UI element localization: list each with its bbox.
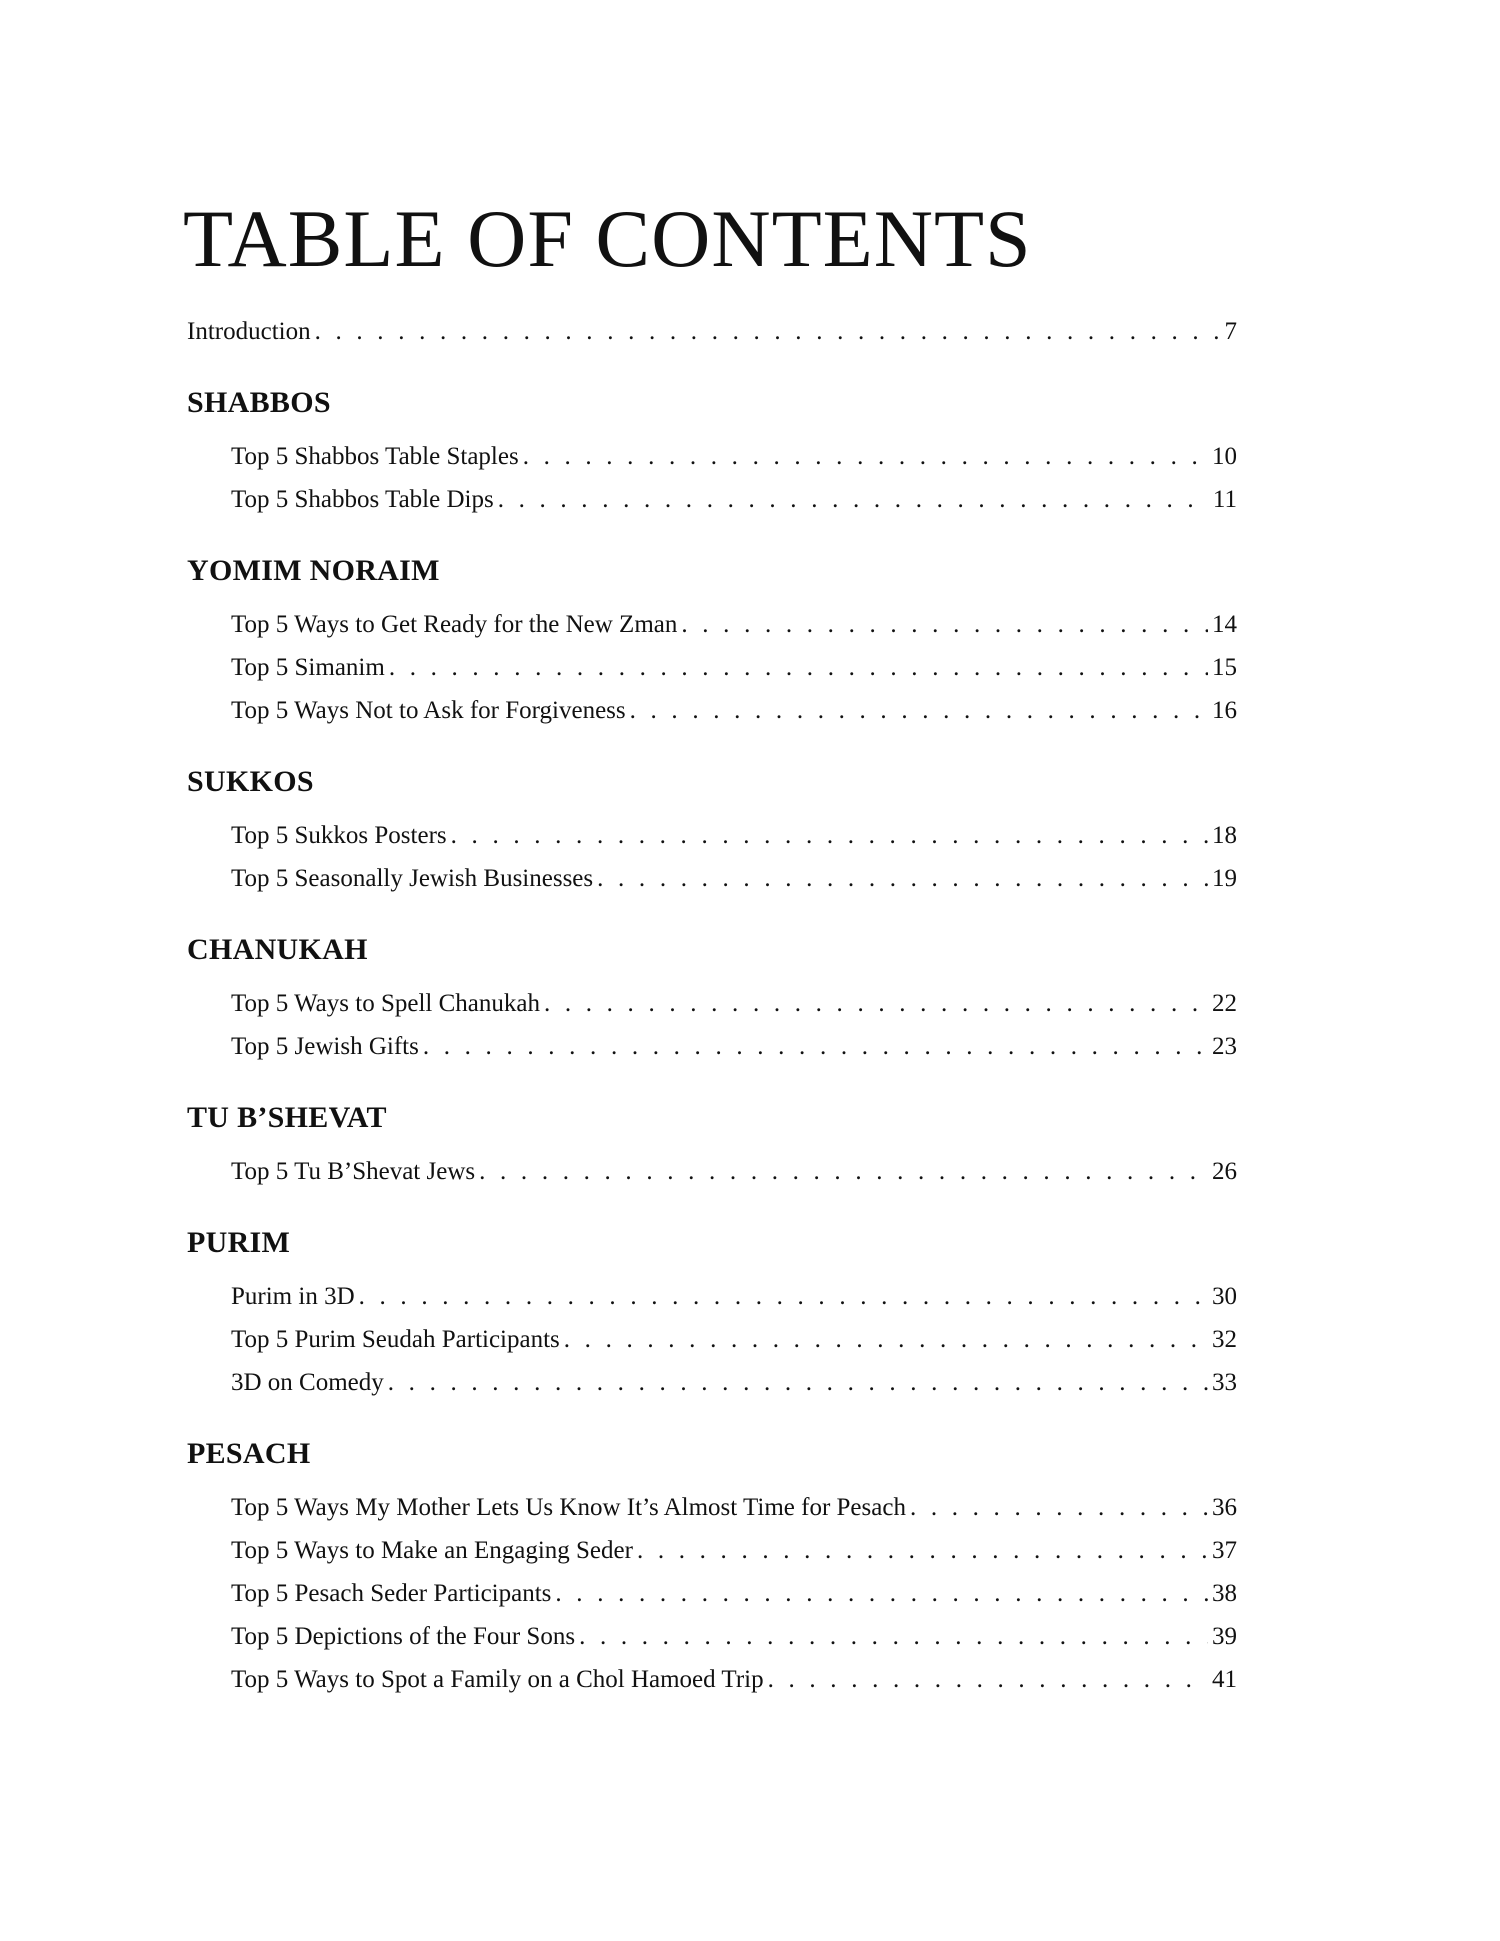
toc-entry[interactable]	[187, 1615, 1237, 1658]
toc-entry[interactable]	[187, 1572, 1237, 1615]
toc-entry-page-number: 7	[1224, 318, 1237, 345]
toc-section-shabbos	[187, 383, 1237, 521]
toc-entry-label: Introduction	[187, 318, 311, 345]
toc-entry-label: Top 5 Shabbos Table Dips	[231, 486, 494, 513]
toc-entry-page-number: 41	[1212, 1666, 1237, 1693]
dot-leader	[564, 1318, 1208, 1361]
toc-entry-label: Purim in 3D	[231, 1283, 355, 1310]
toc-entry-label: Top 5 Ways My Mother Lets Us Know It’s Almost Time for Pesach	[231, 1494, 906, 1521]
toc-entry-page-number: 23	[1212, 1033, 1237, 1060]
dot-leader	[555, 1572, 1208, 1615]
toc-section-chanukah	[187, 930, 1237, 1068]
toc-entry-page-number: 33	[1212, 1369, 1237, 1396]
dot-leader	[597, 857, 1208, 900]
toc-entry[interactable]	[187, 1529, 1237, 1572]
dot-leader	[544, 982, 1208, 1025]
dot-leader	[388, 1361, 1208, 1404]
toc-entry-page-number: 10	[1212, 443, 1237, 470]
dot-leader	[423, 1025, 1208, 1068]
toc-entry-page-number: 38	[1212, 1580, 1237, 1607]
toc-entry-label: 3D on Comedy	[231, 1369, 384, 1396]
table-of-contents	[187, 310, 1237, 1701]
dot-leader	[523, 435, 1208, 478]
page-title: TABLE OF CONTENTS	[183, 193, 1032, 284]
section-heading: PESACH	[187, 1437, 311, 1470]
toc-entry-page-number: 26	[1212, 1158, 1237, 1185]
toc-section-pesach	[187, 1434, 1237, 1701]
dot-leader	[579, 1615, 1208, 1658]
toc-section-yomim-noraim	[187, 551, 1237, 732]
toc-entry[interactable]	[187, 478, 1237, 521]
toc-entry-label: Top 5 Jewish Gifts	[231, 1033, 419, 1060]
toc-entry-label: Top 5 Ways Not to Ask for Forgiveness	[231, 697, 626, 724]
toc-entry-page-number: 15	[1212, 654, 1237, 681]
toc-entry[interactable]	[187, 982, 1237, 1025]
toc-entry-label: Top 5 Ways to Get Ready for the New Zman	[231, 611, 678, 638]
toc-entry-page-number: 14	[1212, 611, 1237, 638]
toc-entry-page-number: 39	[1212, 1623, 1237, 1650]
dot-leader	[315, 310, 1221, 353]
toc-entry[interactable]	[187, 689, 1237, 732]
dot-leader	[389, 646, 1208, 689]
dot-leader	[630, 689, 1208, 732]
dot-leader	[637, 1529, 1208, 1572]
section-heading: YOMIM NORAIM	[187, 554, 440, 587]
section-heading: SHABBOS	[187, 386, 331, 419]
toc-entry[interactable]	[187, 1658, 1237, 1701]
section-heading: PURIM	[187, 1226, 291, 1259]
toc-entry-label: Top 5 Seasonally Jewish Businesses	[231, 865, 594, 892]
toc-entry-label: Top 5 Tu B’Shevat Jews	[231, 1158, 476, 1185]
toc-entry[interactable]	[187, 1318, 1237, 1361]
toc-entry-label: Top 5 Simanim	[231, 654, 385, 681]
toc-entry[interactable]	[187, 814, 1237, 857]
section-heading: SUKKOS	[187, 765, 314, 798]
dot-leader	[498, 478, 1209, 521]
toc-entry-page-number: 30	[1212, 1283, 1237, 1310]
toc-entry-label: Top 5 Depictions of the Four Sons	[231, 1623, 576, 1650]
toc-entry[interactable]	[187, 1025, 1237, 1068]
toc-entry-label: Top 5 Ways to Spell Chanukah	[231, 990, 540, 1017]
toc-entry-label: Top 5 Purim Seudah Participants	[231, 1326, 560, 1353]
toc-entry-label: Top 5 Ways to Spot a Family on a Chol Hamoed Trip	[231, 1666, 764, 1693]
toc-section-tu-bshevat	[187, 1098, 1237, 1193]
toc-entry-page-number: 36	[1212, 1494, 1237, 1521]
toc-entry-label: Top 5 Ways to Make an Engaging Seder	[231, 1537, 633, 1564]
toc-section-sukkos	[187, 762, 1237, 900]
dot-leader	[479, 1150, 1208, 1193]
toc-entry-page-number: 11	[1212, 486, 1237, 513]
toc-entry-page-number: 16	[1212, 697, 1237, 724]
toc-entry-page-number: 37	[1212, 1537, 1237, 1564]
toc-entry-page-number: 18	[1212, 822, 1237, 849]
toc-entry-label: Top 5 Sukkos Posters	[231, 822, 447, 849]
toc-entry-page-number: 22	[1212, 990, 1237, 1017]
toc-entry[interactable]	[187, 1361, 1237, 1404]
toc-entry-page-number: 32	[1212, 1326, 1237, 1353]
toc-entry[interactable]	[187, 435, 1237, 478]
dot-leader	[451, 814, 1208, 857]
dot-leader	[681, 603, 1208, 646]
section-heading: TU B’SHEVAT	[187, 1101, 387, 1134]
toc-entry[interactable]	[187, 646, 1237, 689]
toc-entry-label: Top 5 Shabbos Table Staples	[231, 443, 519, 470]
toc-entry[interactable]	[187, 1150, 1237, 1193]
toc-entry[interactable]	[187, 857, 1237, 900]
section-heading: CHANUKAH	[187, 933, 368, 966]
dot-leader	[359, 1275, 1208, 1318]
toc-section-purim	[187, 1223, 1237, 1404]
dot-leader	[910, 1486, 1208, 1529]
toc-entry-introduction[interactable]	[187, 310, 1237, 353]
toc-entry[interactable]	[187, 1486, 1237, 1529]
dot-leader	[768, 1658, 1208, 1701]
toc-entry-page-number: 19	[1212, 865, 1237, 892]
toc-entry-label: Top 5 Pesach Seder Participants	[231, 1580, 552, 1607]
toc-entry[interactable]	[187, 603, 1237, 646]
toc-entry[interactable]	[187, 1275, 1237, 1318]
